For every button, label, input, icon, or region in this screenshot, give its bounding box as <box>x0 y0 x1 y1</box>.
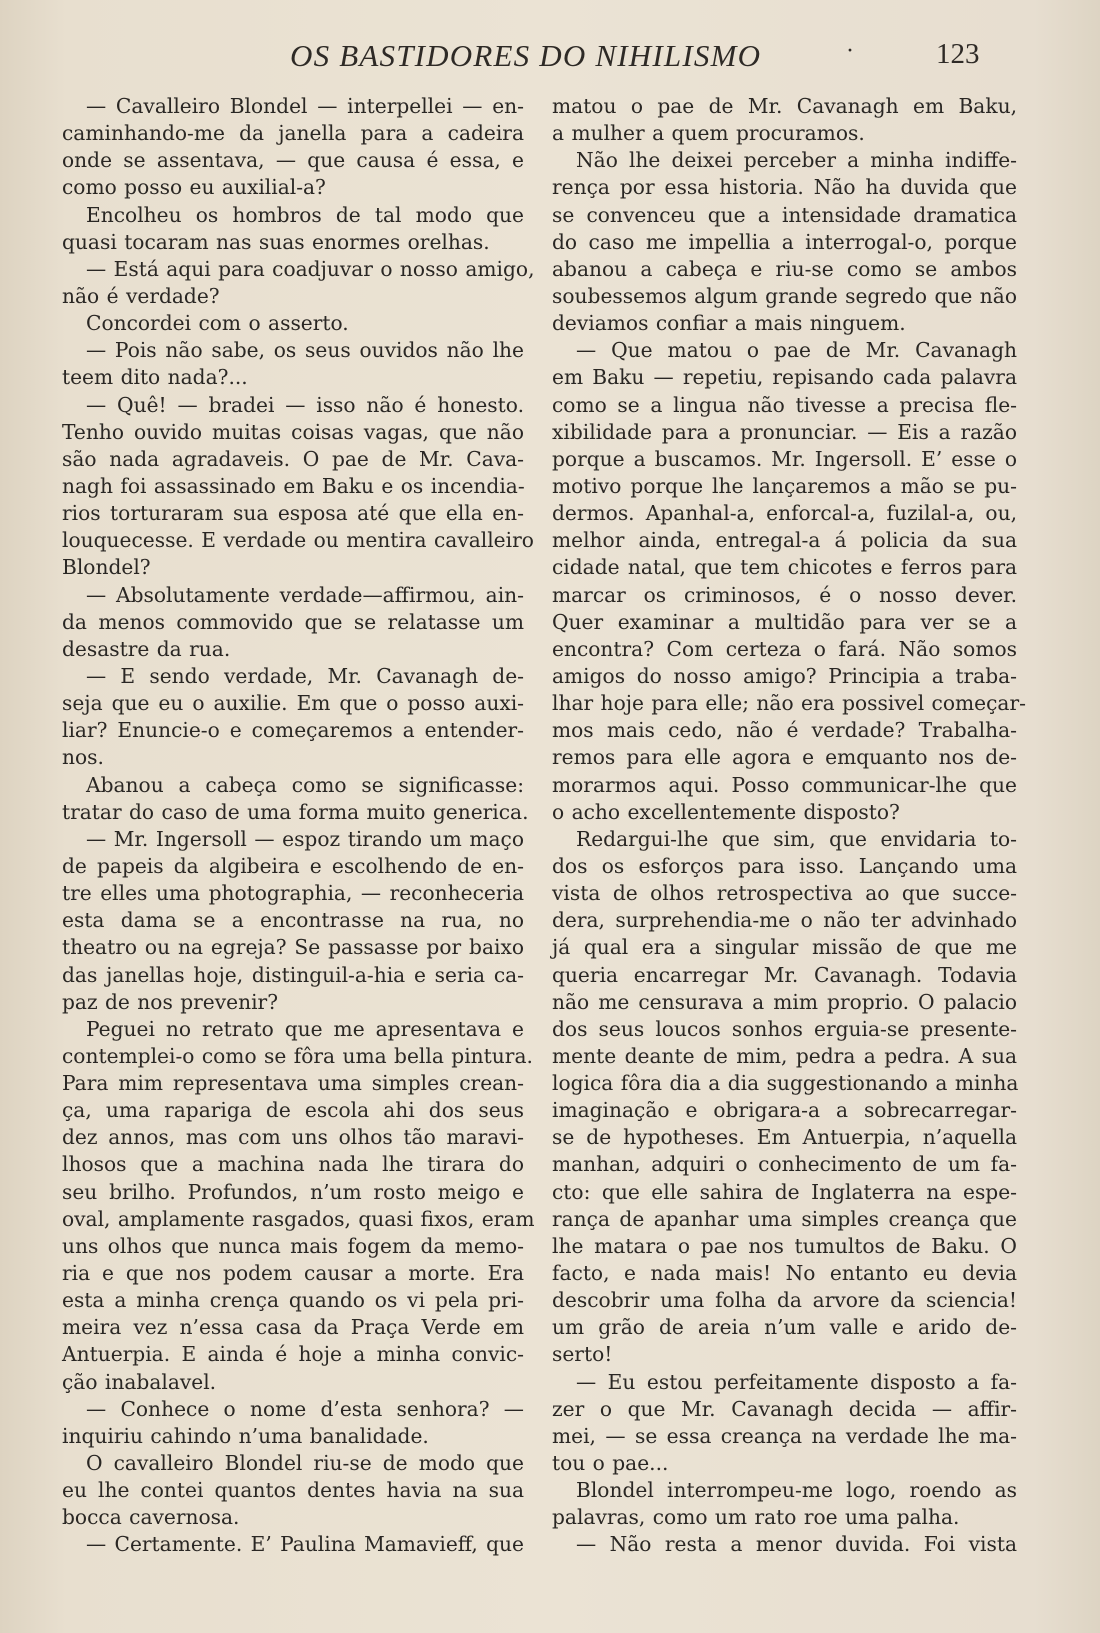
text-line: Encolheu os hombros de tal modo que <box>86 202 524 227</box>
text-line: de papeis da algibeira e escolhendo de en- <box>62 853 524 878</box>
text-line: não é verdade? <box>62 283 220 308</box>
text-line: — Quê! — bradei — isso não é honesto. <box>86 392 524 417</box>
text-line: facto, e nada mais! No entanto eu devia <box>552 1261 1017 1286</box>
text-line: Redargui-lhe que sim, que envidaria to- <box>576 826 1017 851</box>
text-line: contemplei-o como se fôra uma bella pintura. <box>62 1043 533 1068</box>
text-line: das janellas hoje, distinguil-a-hia e seria ca- <box>62 962 524 987</box>
text-line: — Mr. Ingersoll — espoz tirando um maço <box>86 826 524 851</box>
text-line: como posso eu auxilial-a? <box>62 175 326 200</box>
page-header <box>0 32 1100 82</box>
text-line: Tenho ouvido muitas coisas vagas, que não <box>62 419 524 444</box>
text-line: liar? Enuncie-o e começaremos a entender- <box>62 718 524 743</box>
text-line: dos os esforços para isso. Lançando uma <box>552 853 1017 878</box>
text-line: seja que eu o auxilie. Em que o posso auxi- <box>62 691 524 716</box>
text-line: louquecesse. E verdade ou mentira cavalleiro <box>62 528 534 553</box>
text-line: meira vez n’essa casa da Praça Verde em <box>62 1315 524 1340</box>
text-line: lhar hoje para elle; não era possivel começar- <box>552 691 1026 716</box>
text-line: Peguei no retrato que me apresentava e <box>86 1016 524 1041</box>
text-line: remos para elle agora e emquanto nos de- <box>552 745 1017 770</box>
text-line: Quer examinar a multidão para ver se a <box>552 609 1017 634</box>
text-line: motivo porque lhe lançaremos a mão se pu- <box>552 473 1017 498</box>
text-line: Não lhe deixei perceber a minha indiffe- <box>576 148 1017 173</box>
text-line: onde se assentava, — que causa é essa, e <box>62 148 524 173</box>
header-ornament: · <box>846 38 854 64</box>
text-line: — Que matou o pae de Mr. Cavanagh <box>576 338 1017 363</box>
text-line: seu brilho. Profundos, n’um rosto meigo e <box>62 1179 524 1204</box>
text-line: esta a minha crença quando os vi pela pri- <box>62 1288 524 1313</box>
text-line: — Não resta a menor duvida. Foi vista <box>576 1532 1017 1557</box>
text-line: caminhando-me da janella para a cadeira <box>62 121 524 146</box>
text-line: cto: que elle sahira de Inglaterra na espe- <box>552 1179 1017 1204</box>
text-line: mente deante de mim, pedra a pedra. A sua <box>552 1043 1017 1068</box>
text-line: da menos commovido que se relatasse um <box>62 609 524 634</box>
text-line: dos seus loucos sonhos erguia-se presente- <box>552 1016 1017 1041</box>
text-line: oval, amplamente rasgados, quasi fixos, eram <box>62 1206 535 1231</box>
text-line: manhan, adquiri o conhecimento de um fa- <box>552 1152 1017 1177</box>
text-line: se de hypotheses. Em Antuerpia, n’aquella <box>552 1125 1017 1150</box>
text-line: Para mim representava uma simples crean- <box>62 1071 524 1096</box>
text-line: Abanou a cabeça como se significasse: <box>86 772 524 797</box>
text-line: porque a buscamos. Mr. Ingersoll. E’ esse o <box>552 446 1017 471</box>
text-line: amigos do nosso amigo? Principia a traba- <box>552 663 1017 688</box>
text-line: bocca cavernosa. <box>62 1505 240 1530</box>
text-line: se convenceu que a intensidade dramatica <box>552 202 1017 227</box>
text-line: mos mais cedo, não é verdade? Trabalha- <box>552 718 1017 743</box>
text-line: lhosos que a machina nada lhe tirara do <box>62 1152 524 1177</box>
text-line: não me censurava a mim proprio. O palacio <box>552 989 1017 1014</box>
text-line: theatro ou na egreja? Se passasse por baixo <box>62 935 524 960</box>
text-line: rança de apanhar uma simples creança que <box>552 1206 1017 1231</box>
text-line: uns olhos que nunca mais fogem da memo- <box>62 1233 524 1258</box>
text-line: rença por essa historia. Não ha duvida que <box>552 175 1017 200</box>
text-line: quasi tocaram nas suas enormes orelhas. <box>62 229 490 254</box>
text-line: deviamos confiar a mais ninguem. <box>552 311 906 336</box>
text-line: do caso me impellia a interrogal-o, porque <box>552 229 1017 254</box>
text-line: dera, surprehendia-me o não ter advinhado <box>552 908 1017 933</box>
text-line: logica fôra dia a dia suggestionando a minha <box>552 1071 1019 1096</box>
text-line: esta dama se a encontrasse na rua, no <box>62 908 524 933</box>
text-line: imaginação e obrigara-a a sobrecarregar- <box>552 1098 1017 1123</box>
text-line: teem dito nada?... <box>62 365 248 390</box>
text-line: a mulher a quem procuramos. <box>552 121 865 146</box>
text-line: — E sendo verdade, Mr. Cavanagh de- <box>86 663 524 688</box>
text-line: um grão de areia n’um valle e arido de- <box>552 1315 1017 1340</box>
page-number: 123 <box>936 38 980 70</box>
text-line: encontra? Com certeza o fará. Não somos <box>552 636 1017 661</box>
text-line: cidade natal, que tem chicotes e ferros para <box>552 555 1017 580</box>
text-line: zer o que Mr. Cavanagh decida — affir- <box>552 1396 1017 1421</box>
text-line: são nada agradaveis. O pae de Mr. Cava- <box>62 446 524 471</box>
text-line: o acho excellentemente disposto? <box>552 799 900 824</box>
text-line: tre elles uma photographia, — reconheceria <box>62 881 524 906</box>
text-line: xibilidade para a pronunciar. — Eis a razão <box>552 419 1017 444</box>
text-line: desastre da rua. <box>62 636 231 661</box>
text-line: marcar os criminosos, é o nosso dever. <box>552 582 1017 607</box>
text-line: — Está aqui para coadjuvar o nosso amigo, <box>86 256 535 281</box>
text-line: paz de nos prevenir? <box>62 989 279 1014</box>
text-line: dez annos, mas com uns olhos tão maravi- <box>62 1125 524 1150</box>
text-line: Blondel? <box>62 555 151 580</box>
text-line: — Certamente. E’ Paulina Mamavieff, que <box>86 1532 524 1557</box>
text-line: serto! <box>552 1342 613 1367</box>
text-line: — Conhece o nome d’esta senhora? — <box>86 1396 524 1421</box>
text-line: descobrir uma folha da arvore da sciencia! <box>552 1288 1017 1313</box>
text-line: inquiriu cahindo n’uma banalidade. <box>62 1423 429 1448</box>
text-line: queria encarregar Mr. Cavanagh. Todavia <box>552 962 1017 987</box>
text-line: ça, uma rapariga de escola ahi dos seus <box>62 1098 524 1123</box>
text-line: O cavalleiro Blondel riu-se de modo que <box>86 1451 524 1476</box>
text-line: vista de olhos retrospectiva ao que succe- <box>552 881 1017 906</box>
text-line: matou o pae de Mr. Cavanagh em Baku, <box>552 94 1017 118</box>
text-line: tratar do caso de uma forma muito generica. <box>62 799 529 824</box>
text-line: — Pois não sabe, os seus ouvidos não lhe <box>86 338 524 363</box>
text-line: como se a lingua não tivesse a precisa fle- <box>552 392 1017 417</box>
text-line: em Baku — repetiu, repisando cada palavra <box>552 365 1017 390</box>
left-text-column <box>62 93 535 1559</box>
text-line: melhor ainda, entregal-a á policia da sua <box>552 528 1017 553</box>
text-line: mei, — se essa creança na verdade lhe ma- <box>552 1423 1017 1448</box>
text-line: Blondel interrompeu-me logo, roendo as <box>576 1478 1017 1503</box>
text-line: ria e que nos podem causar a morte. Era <box>62 1261 524 1286</box>
text-line: palavras, como um rato roe uma palha. <box>552 1505 960 1530</box>
running-title: OS BASTIDORES DO NIHILISMO <box>290 38 762 73</box>
text-line: nagh foi assassinado em Baku e os incendia- <box>62 473 525 498</box>
text-line: já qual era a singular missão de que me <box>552 935 1017 960</box>
text-line: Antuerpia. E ainda é hoje a minha convic- <box>62 1342 524 1367</box>
text-line: morarmos aqui. Posso communicar-lhe que <box>552 772 1017 797</box>
right-text-column <box>552 93 1026 1559</box>
text-line: nos. <box>62 745 104 770</box>
text-line: ção inabalavel. <box>62 1369 217 1394</box>
text-line: Concordei com o asserto. <box>86 311 349 336</box>
text-line: eu lhe contei quantos dentes havia na sua <box>62 1478 524 1503</box>
text-line: soubessemos algum grande segredo que não <box>552 283 1017 308</box>
text-line: rios torturaram sua esposa até que ella en- <box>62 501 524 526</box>
text-line: — Eu estou perfeitamente disposto a fa- <box>576 1369 1017 1394</box>
text-line: — Cavalleiro Blondel — interpellei — en- <box>86 94 524 118</box>
text-line: lhe matara o pae nos tumultos de Baku. O <box>552 1233 1017 1258</box>
text-line: — Absolutamente verdade—affirmou, ain- <box>86 582 524 607</box>
text-line: abanou a cabeça e riu-se como se ambos <box>552 256 1017 281</box>
text-line: tou o pae... <box>552 1451 669 1476</box>
text-line: dermos. Apanhal-a, enforcal-a, fuzilal-a, ou, <box>552 501 1017 526</box>
